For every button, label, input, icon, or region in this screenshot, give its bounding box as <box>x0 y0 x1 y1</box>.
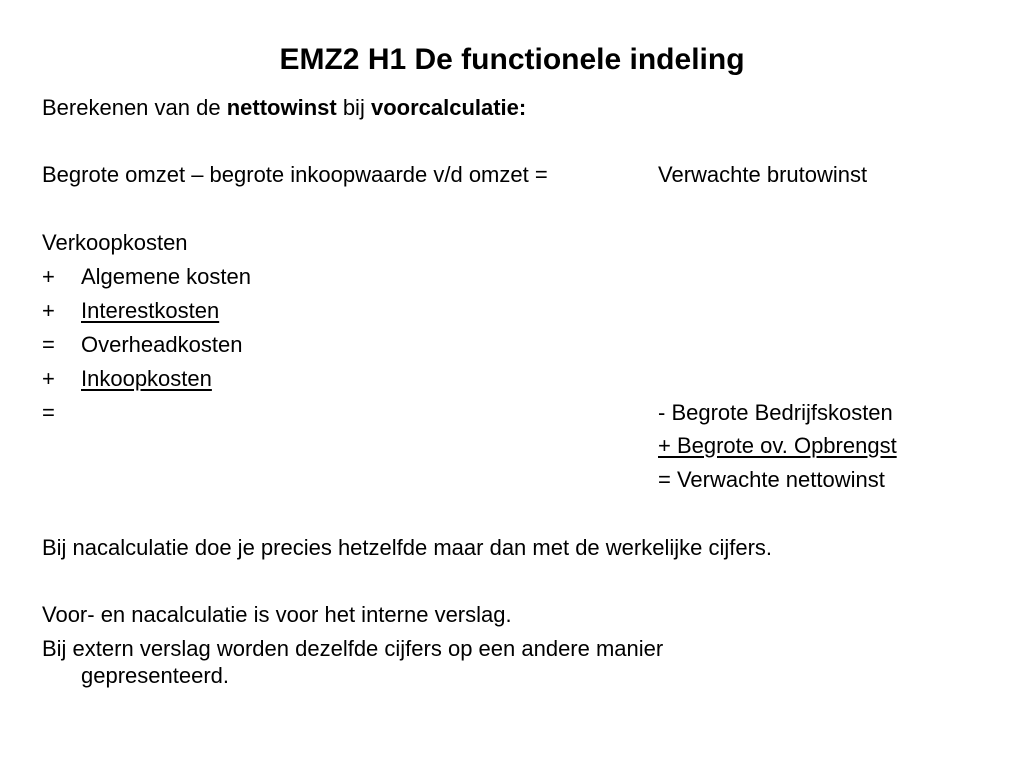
intro-bold-nettowinst: nettowinst <box>226 95 337 120</box>
cost-sign: = <box>42 332 55 357</box>
costs-heading: Verkoopkosten <box>42 230 188 255</box>
note-extern-line-1: Bij extern verslag worden dezelfde cijfers op een andere manier <box>42 636 664 661</box>
calc-line-opbrengst: + Begrote ov. Opbrengst <box>658 433 897 458</box>
note-nacalculatie: Bij nacalculatie doe je precies hetzelfde maar dan met de werkelijke cijfers. <box>42 535 773 560</box>
cost-sign: + <box>42 366 55 391</box>
intro-line <box>42 94 526 122</box>
cost-item-inkoopkosten: Inkoopkosten <box>81 366 212 391</box>
cost-sign: + <box>42 264 55 289</box>
calc-line-bedrijfskosten: - Begrote Bedrijfskosten <box>658 400 893 425</box>
intro-text-2: bij <box>336 95 371 120</box>
cost-item-interestkosten: Interestkosten <box>81 298 220 323</box>
formula-left: Begrote omzet – begrote inkoopwaarde v/d omzet = <box>42 162 548 187</box>
costs-result-sign: = <box>42 400 55 425</box>
cost-sign: + <box>42 298 55 323</box>
intro-bold-voorcalculatie: voorcalculatie: <box>370 95 527 120</box>
formula-result: Verwachte brutowinst <box>658 162 868 187</box>
cost-item-overheadkosten: Overheadkosten <box>81 332 243 357</box>
slide-title: EMZ2 H1 De functionele indeling <box>279 43 745 76</box>
cost-item-algemene-kosten: Algemene kosten <box>81 264 251 289</box>
note-extern-line-2: gepresenteerd. <box>81 663 229 688</box>
intro-text-1: Berekenen van de <box>42 95 227 120</box>
calc-line-nettowinst: = Verwachte nettowinst <box>658 467 885 492</box>
note-verslag: Voor- en nacalculatie is voor het interne verslag. <box>42 602 512 627</box>
